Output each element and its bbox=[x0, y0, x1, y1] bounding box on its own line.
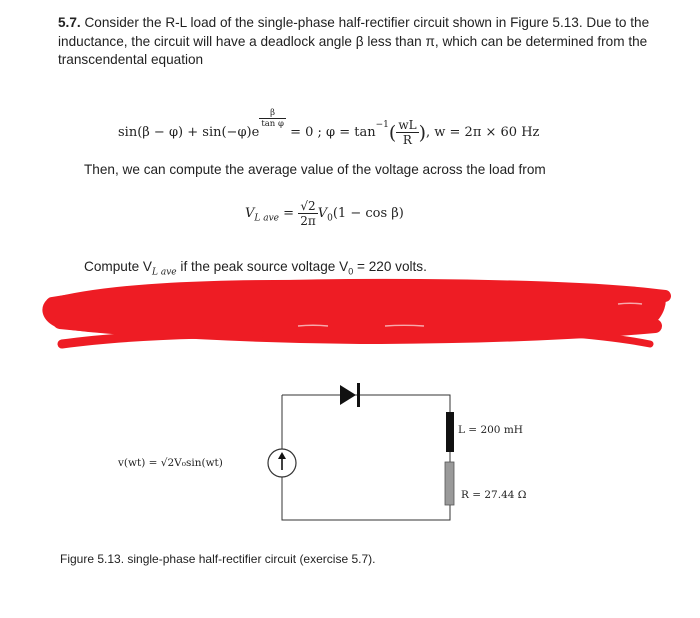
problem-number: 5.7. bbox=[58, 15, 81, 30]
figure-caption: Figure 5.13. single-phase half-rectifier circuit (exercise 5.7). bbox=[60, 552, 376, 566]
resistor-label: R = 27.44 Ω bbox=[461, 489, 527, 501]
compute-instruction: Compute $V_{L ave}$ if the peak source voltage $V_0 = 220$ volts. bbox=[84, 259, 427, 278]
source-label: v(wt) = √2V₀sin(wt) bbox=[118, 457, 223, 469]
then-text: Then, we can compute the average value of the voltage across the load from bbox=[84, 162, 546, 177]
exponent-fraction: $\frac{\beta}{\text{tan φ}}$ bbox=[261, 108, 284, 129]
inductor-icon bbox=[446, 412, 454, 452]
resistor-icon bbox=[445, 462, 454, 505]
voltage-source-icon bbox=[268, 449, 296, 477]
problem-text: Consider the R-L load of the single-phase half-rectifier circuit shown in Figure 5.13. Due to the inductance, the circuit will have a deadlock angle β less than π, which can be determined from the transcendental equation bbox=[58, 15, 650, 67]
diode-icon bbox=[340, 383, 360, 407]
circuit-wires bbox=[282, 395, 450, 520]
transcendental-equation: sin(β − φ) + sin(−φ)e $\frac{\beta}{\text{tan φ}}$ = 0 ; $\varphi = \tan^{-1}$( $\frac{wL}{R}$ ), w = 2π × 60 Hz bbox=[118, 108, 540, 147]
average-voltage-equation: $V_{L ave}$ = $\frac{√2}{2\pi}$ $V_0(1 - \cos \beta)$ bbox=[245, 199, 404, 228]
wl-over-r-fraction: $\frac{wL}{R}$ bbox=[398, 118, 417, 147]
inductor-label: L = 200 mH bbox=[458, 424, 523, 436]
